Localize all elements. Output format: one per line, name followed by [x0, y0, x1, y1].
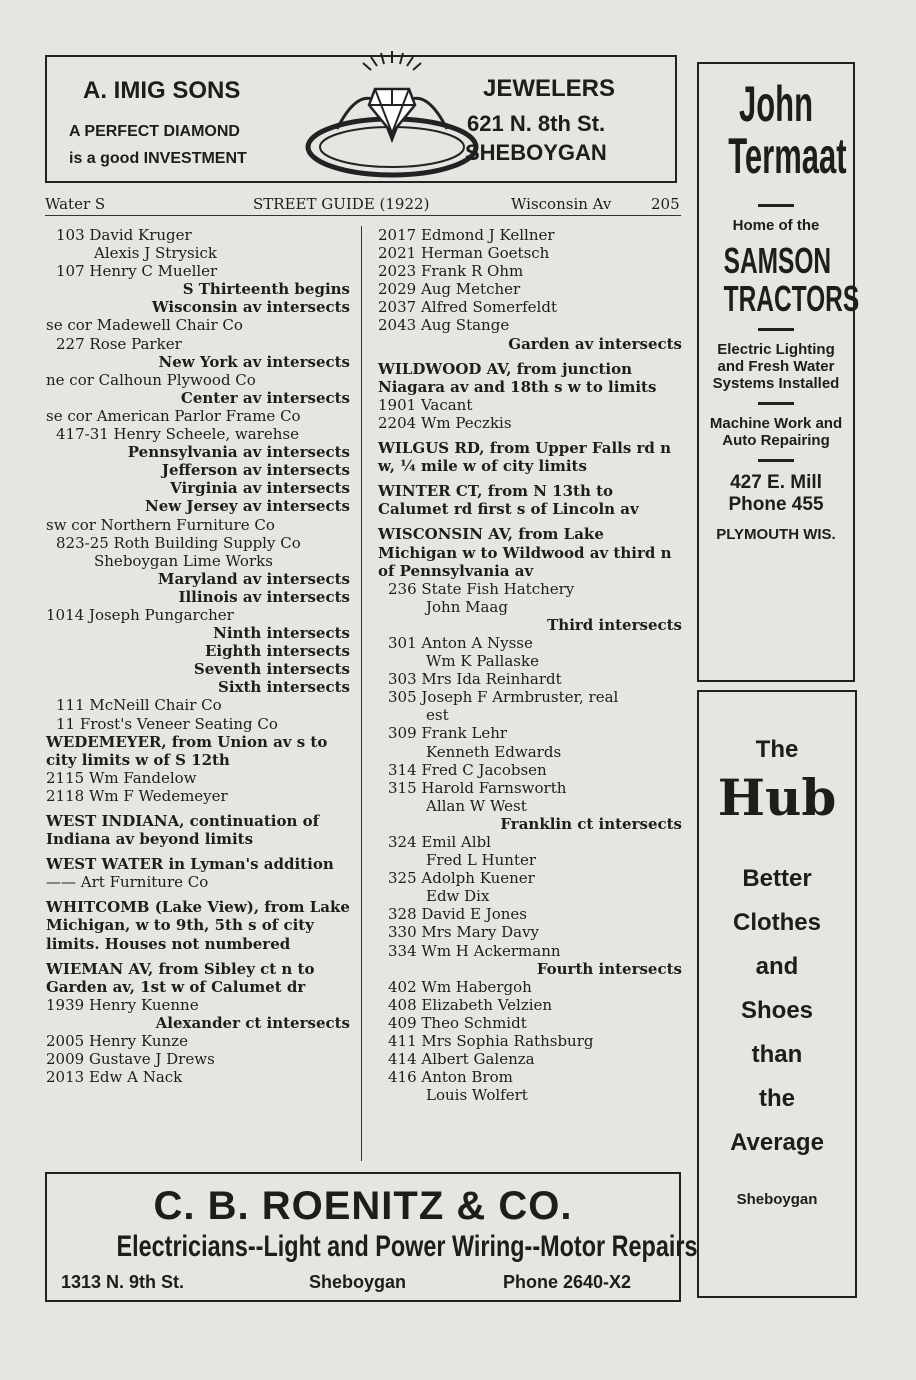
header-center: STREET GUIDE (1922) [253, 195, 430, 213]
listing-entry: Allan W West [426, 796, 527, 815]
intersection-note: Illinois av intersects [178, 587, 350, 606]
listing-entry: 2009 Gustave J Drews [46, 1050, 215, 1069]
ad-brand-1: SAMSON [723, 240, 832, 281]
listing-entry: Kenneth Edwards [426, 742, 562, 761]
street-heading: WISCONSIN AV, from Lake Michigan w to Wildwood av third n of Pennsylvania av [378, 525, 672, 580]
ad-name-first: John [738, 76, 814, 132]
ad-phone: Phone 455 [728, 494, 824, 515]
listing-entry: 2204 Wm Peczkis [378, 413, 512, 432]
divider [758, 402, 794, 405]
listing-entry: 409 Theo Schmidt [388, 1013, 527, 1032]
listing-entry: 301 Anton A Nysse [388, 633, 533, 652]
listing-entry: Sheboygan Lime Works [94, 551, 273, 570]
diamond-ring-icon [297, 49, 487, 184]
spacer [378, 353, 682, 360]
listing-entry: 416 Anton Brom [388, 1068, 513, 1087]
listing-entry: 324 Emil Albl [388, 833, 491, 851]
intersection-note: Virginia av intersects [170, 479, 350, 498]
street-heading: WHITCOMB (Lake View), from Lake Michigan, w to 9th, 5th s of city limits. Houses not numbered [46, 898, 350, 953]
listing-entry: 2017 Edmond J Kellner [378, 226, 555, 244]
ad-hub: Hub [717, 768, 837, 827]
listing-entry: 1901 Vacant [378, 395, 473, 414]
listing-entry: 309 Frank Lehr [388, 724, 508, 743]
ad-services-1: Electric Lighting and Fresh Water Systems Installed [712, 341, 840, 392]
listing-entry: 330 Mrs Mary Davy [388, 923, 540, 942]
listing-entry: 1014 Joseph Pungarcher [46, 605, 234, 624]
ad-hub-line: Clothes [732, 909, 821, 936]
intersection-note: New York av intersects [158, 352, 350, 371]
ad-company-name: A. IMIG SONS [83, 77, 241, 104]
spacer [378, 518, 682, 525]
ad-address: 1313 N. 9th St. [61, 1272, 185, 1292]
ad-hub-line: Shoes [740, 997, 814, 1024]
header-right: Wisconsin Av [511, 195, 612, 213]
right-column [378, 226, 682, 1104]
street-heading: WILGUS RD, from Upper Falls rd n w, ¼ mile w of city limits [378, 439, 672, 476]
header-left: Water S [45, 195, 106, 213]
listing-entry: 303 Mrs Ida Reinhardt [388, 670, 562, 689]
intersection-note: Seventh intersects [193, 660, 350, 679]
listing-entry: 2115 Wm Fandelow [46, 768, 197, 787]
listing-entry: 325 Adolph Kuener [388, 869, 535, 888]
listing-entry: 103 David Kruger [56, 226, 192, 244]
listing-entry: 417-31 Henry Scheele, warehse [56, 425, 299, 444]
ad-services-2: Machine Work and Auto Repairing [709, 415, 843, 449]
intersection-note: Pennsylvania av intersects [127, 443, 350, 462]
listing-entry: 402 Wm Habergoh [388, 977, 532, 996]
listing-entry: se cor Madewell Chair Co [46, 316, 243, 335]
listing-entry: 2029 Aug Metcher [378, 280, 521, 299]
street-heading: WIEMAN AV, from Sibley ct n to Garden av, 1st w of Calumet dr [46, 959, 315, 996]
listing-entry: 411 Mrs Sophia Rathsburg [388, 1032, 594, 1051]
street-heading: WILDWOOD AV, from junction Niagara av and 18th s w to limits [378, 359, 657, 396]
intersection-note: New Jersey av intersects [145, 497, 350, 516]
listing-entry: 1939 Henry Kuenne [46, 995, 199, 1014]
roenitz-ad [45, 1172, 698, 1302]
divider [758, 204, 794, 207]
spacer [378, 475, 682, 482]
ad-address: 427 E. Mill [730, 472, 822, 493]
ad-home-of: Home of the [732, 217, 820, 234]
listing-entry: 408 Elizabeth Velzien [388, 995, 553, 1014]
listing-entry: 236 State Fish Hatchery [388, 579, 575, 598]
intersection-note: Franklin ct intersects [500, 814, 682, 833]
intersection-note: S Thirteenth begins [182, 280, 350, 299]
listing-entry: 2013 Edw A Nack [46, 1068, 183, 1087]
intersection-note: Maryland av intersects [157, 569, 350, 588]
running-header [45, 195, 681, 216]
street-heading: WEDEMEYER, from Union av s to city limits w of S 12th [46, 732, 328, 769]
ad-city: PLYMOUTH WIS. [716, 526, 836, 543]
ad-city: Sheboygan [736, 1191, 818, 1208]
ad-hub-line: Average [730, 1129, 824, 1156]
spacer [46, 891, 350, 898]
ad-hub-line: than [751, 1041, 803, 1068]
ad-phone: Phone 2640-X2 [503, 1272, 632, 1292]
listing-entry: est [426, 706, 449, 725]
listing-entry: 227 Rose Parker [56, 334, 182, 353]
ad-city: SHEBOYGAN [465, 140, 607, 165]
ad-brand-2: TRACTORS [723, 278, 860, 319]
listing-entry: 2037 Alfred Somerfeldt [378, 298, 557, 317]
ad-business-type: JEWELERS [483, 75, 616, 102]
spacer [46, 848, 350, 855]
ad-address: 621 N. 8th St. [467, 111, 606, 136]
spacer [46, 953, 350, 960]
divider [758, 328, 794, 331]
listing-entry: John Maag [426, 597, 508, 616]
listing-entry: 414 Albert Galenza [388, 1050, 535, 1069]
intersection-note: Wisconsin av intersects [151, 298, 350, 317]
listing-entry: Fred L Hunter [426, 851, 537, 870]
listing-entry: —— Art Furniture Co [46, 873, 209, 892]
listing-entry: 305 Joseph F Armbruster, real [388, 688, 619, 707]
street-heading: WINTER CT, from N 13th to Calumet rd first s of Lincoln av [378, 482, 639, 519]
intersection-note: Eighth intersects [204, 642, 350, 661]
hub-ad [697, 690, 857, 1298]
listing-entry: Edw Dix [426, 887, 490, 906]
spacer [46, 805, 350, 812]
intersection-note: Garden av intersects [508, 334, 682, 353]
listing-entry: ne cor Calhoun Plywood Co [46, 370, 256, 389]
intersection-note: Ninth intersects [213, 624, 350, 643]
page-number: 205 [651, 195, 680, 213]
listing-entry: 334 Wm H Ackermann [388, 941, 561, 960]
street-heading: WEST WATER in Lyman's addition [46, 855, 334, 874]
listing-entry: 315 Harold Farnsworth [388, 778, 567, 797]
divider [758, 459, 794, 462]
spacer [378, 432, 682, 439]
ad-hub-line: the [759, 1085, 795, 1112]
intersection-note: Alexander ct intersects [155, 1013, 350, 1032]
listing-entry: se cor American Parlor Frame Co [46, 406, 301, 425]
listing-entry: 2005 Henry Kunze [46, 1032, 188, 1051]
listing-entry: 2021 Herman Goetsch [378, 244, 550, 263]
listing-entry: 11 Frost's Veneer Seating Co [56, 714, 278, 733]
intersection-note: Third intersects [547, 615, 682, 634]
ad-hub-line: Better [742, 865, 812, 892]
column-divider [361, 226, 362, 1161]
street-heading: WEST INDIANA, continuation of Indiana av beyond limits [46, 812, 320, 849]
ad-name-last: Termaat [728, 128, 847, 184]
listing-entry: 107 Henry C Mueller [56, 262, 218, 281]
listing-entry: sw cor Northern Furniture Co [46, 515, 275, 534]
ad-tagline: Electricians--Light and Power Wiring--Motor Repairs [116, 1230, 698, 1263]
listing-entry: Louis Wolfert [426, 1086, 528, 1105]
intersection-note: Center av intersects [180, 388, 350, 407]
listing-entry: 111 McNeill Chair Co [56, 696, 222, 715]
listing-entry: 328 David E Jones [388, 905, 528, 924]
imig-sons-ad [45, 55, 677, 183]
ad-slogan-1: A PERFECT DIAMOND [69, 123, 240, 140]
listing-entry: Alexis J Strysick [94, 244, 217, 263]
termaat-ad [697, 62, 860, 682]
left-column [46, 226, 350, 1086]
ad-slogan-2: is a good INVESTMENT [69, 150, 247, 167]
ad-company-name: C. B. ROENITZ & CO. [153, 1184, 573, 1228]
listing-entry: 2118 Wm F Wedemeyer [46, 786, 228, 805]
intersection-note: Jefferson av intersects [161, 461, 350, 480]
listing-entry: Wm K Pallaske [426, 652, 539, 671]
ad-hub-line: and [755, 953, 799, 980]
listing-entry: 823-25 Roth Building Supply Co [56, 533, 301, 552]
listing-entry: 2023 Frank R Ohm [378, 262, 524, 281]
listing-entry: 314 Fred C Jacobsen [388, 760, 547, 779]
ad-the: The [755, 736, 799, 763]
ad-city: Sheboygan [309, 1272, 407, 1292]
intersection-note: Fourth intersects [536, 959, 682, 978]
intersection-note: Sixth intersects [217, 678, 350, 697]
listing-entry: 2043 Aug Stange [378, 316, 510, 335]
ad-hub-lines [699, 857, 855, 1165]
